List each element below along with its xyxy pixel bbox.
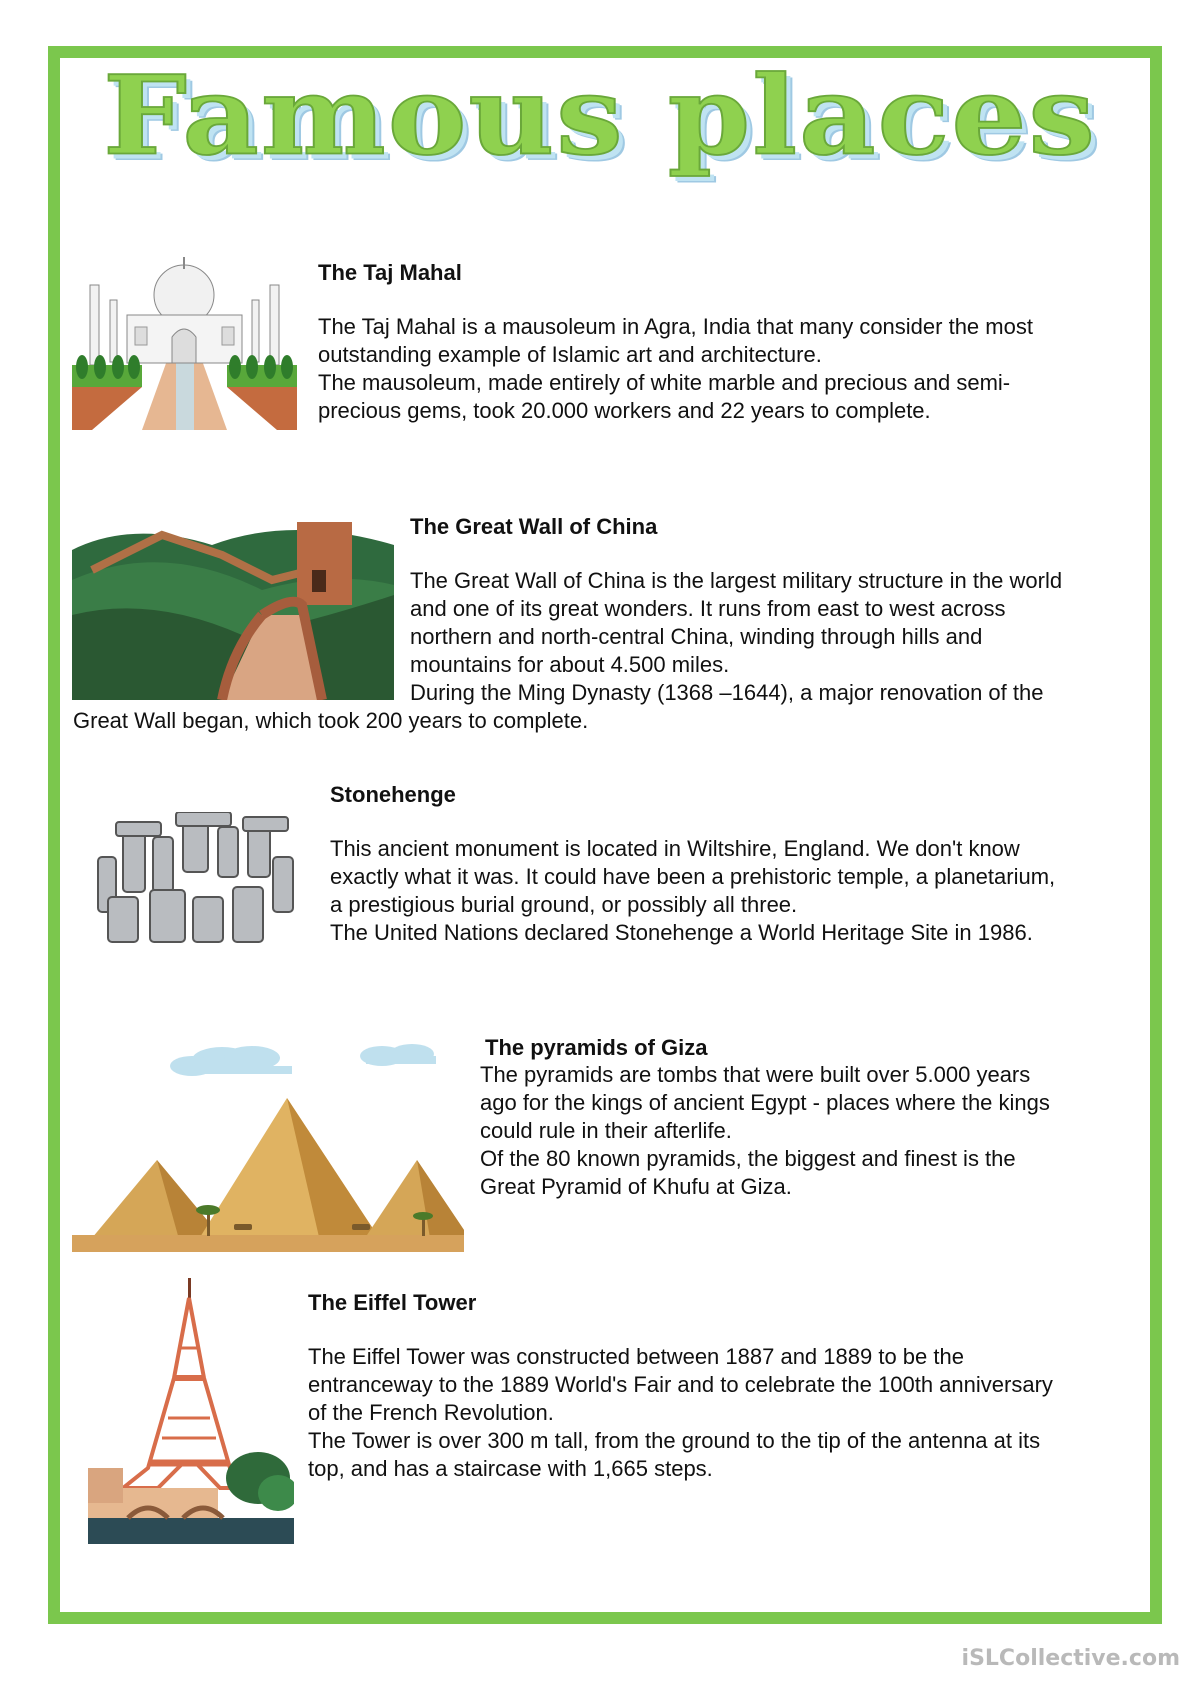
great-wall-text-continued: Great Wall began, which took 200 years to complete. [73, 708, 589, 733]
pyramids-illustration [72, 1030, 464, 1252]
great-wall-text: The Great Wall of China is the largest military structure in the world and one of its great wonders. It runs from east to west across northern and north-central China, winding through hills and mountains for about 4.500 miles. During the Ming Dynasty (1368 –1644), a major renovation of the [410, 568, 1063, 705]
taj-mahal-text: The Taj Mahal is a mausoleum in Agra, India that many consider the most outstanding example of Islamic art and architecture. The mausoleum, made entirely of white marble and precious and semi- precious gems, took 20.000 workers and 22 years to complete. [318, 314, 1033, 423]
eiffel-tower-text: The Eiffel Tower was constructed between 1887 and 1889 to be the entranceway to the 1889 World's Fair and to celebrate the 100th anniversary of the French Revolution. The Tower is over 300 m tall, from the ground to the tip of the antenna at its top, and has a staircase with 1,665 steps. [308, 1344, 1053, 1481]
great-wall-illustration [72, 510, 394, 700]
great-wall-heading: The Great Wall of China [410, 514, 658, 539]
pyramids-text: The pyramids are tombs that were built over 5.000 years ago for the kings of ancient Egypt - places where the kings could rule in their afterlife. Of the 80 known pyramids, the biggest and finest is the Great Pyramid of Khufu at Giza. [480, 1062, 1050, 1199]
stonehenge-heading: Stonehenge [330, 782, 456, 807]
watermark: iSLCollective.com [961, 1646, 1180, 1671]
taj-mahal-illustration [72, 255, 297, 430]
page-title: Famous places [103, 51, 1097, 180]
title-area [0, 46, 1200, 185]
stonehenge-text: This ancient monument is located in Wiltshire, England. We don't know exactly what it was. It could have been a prehistoric temple, a planetarium, a prestigious burial ground, or possibly all three. The United Nations declared Stonehenge a World Heritage Site in 1986. [330, 836, 1056, 945]
stonehenge-illustration [88, 812, 298, 947]
pyramids-heading: The pyramids of Giza [485, 1035, 708, 1060]
taj-mahal-heading: The Taj Mahal [318, 260, 462, 285]
eiffel-tower-illustration [88, 1278, 294, 1544]
eiffel-tower-heading: The Eiffel Tower [308, 1290, 477, 1315]
